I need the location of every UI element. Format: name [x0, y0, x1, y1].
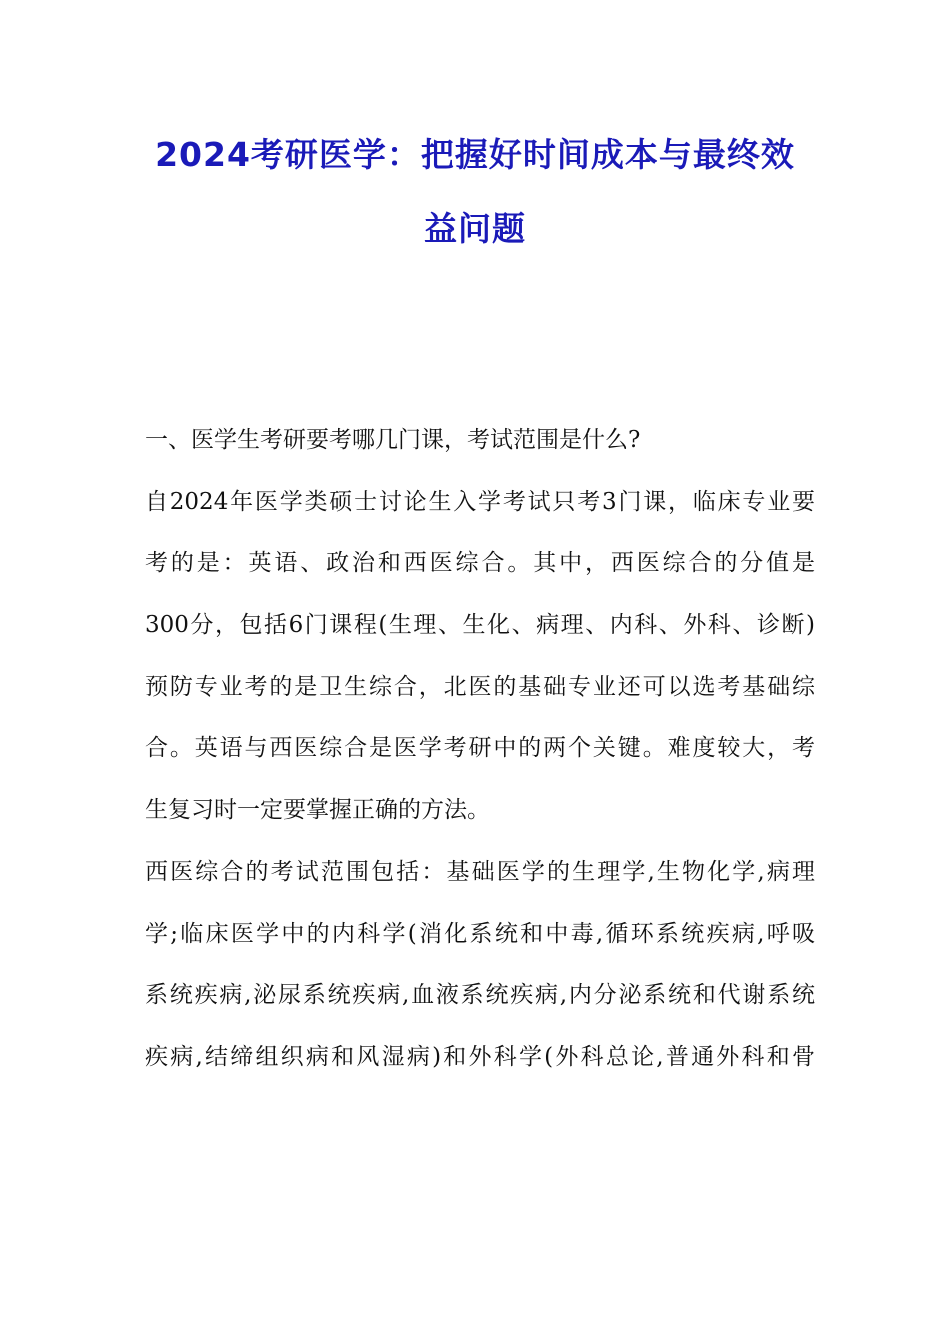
paragraph-2-line: 系统疾病,泌尿系统疾病,血液系统疾病,内分泌系统和代谢系统	[145, 982, 815, 1009]
document-body	[145, 410, 815, 1089]
title-line-1: 2024考研医学：把握好时间成本与最终效	[155, 135, 795, 174]
paragraph-1-line: 自2024年医学类硕士讨论生入学考试只考3门课，临床专业要	[145, 488, 815, 515]
section-heading: 一、医学生考研要考哪几门课，考试范围是什么?	[145, 427, 641, 453]
paragraph-2-line: 西医综合的考试范围包括：基础医学的生理学,生物化学,病理	[145, 858, 815, 885]
paragraph-1-line: 考的是：英语、政治和西医综合。其中，西医综合的分值是	[145, 550, 815, 577]
title-line-2: 益问题	[424, 209, 526, 248]
paragraph-1-line: 300分，包括6门课程(生理、生化、病理、内科、外科、诊断)	[145, 612, 815, 639]
paragraph-2-line: 疾病,结缔组织病和风湿病)和外科学(外科总论,普通外科和骨	[145, 1043, 815, 1070]
document-title	[120, 118, 830, 266]
paragraph-2-line: 学;临床医学中的内科学(消化系统和中毒,循环系统疾病,呼吸	[145, 920, 815, 947]
paragraph-1-line: 预防专业考的是卫生综合，北医的基础专业还可以选考基础综	[145, 673, 815, 700]
paragraph-1-line: 生复习时一定要掌握正确的方法。	[145, 797, 490, 824]
paragraph-1-line: 合。英语与西医综合是医学考研中的两个关键。难度较大，考	[145, 735, 815, 762]
